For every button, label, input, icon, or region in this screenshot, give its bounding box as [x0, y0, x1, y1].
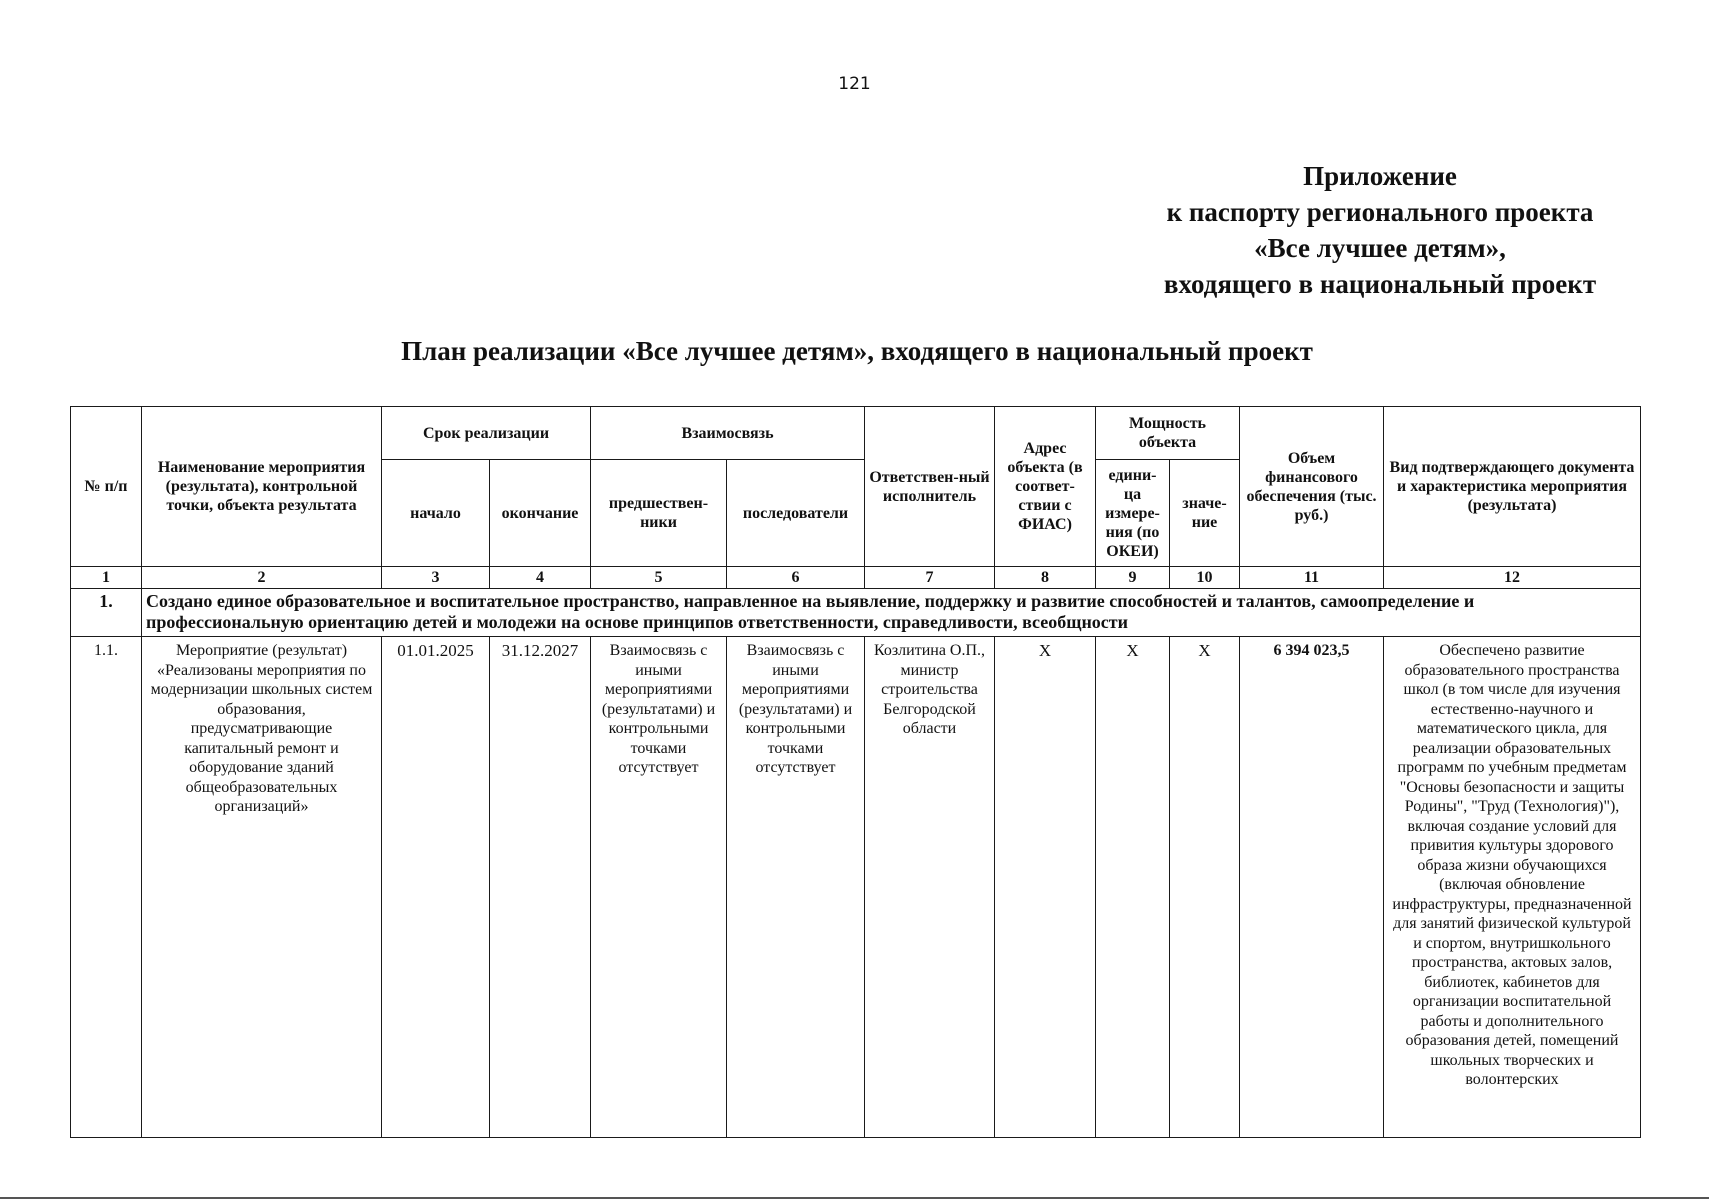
header-term: Срок реализации: [382, 407, 591, 460]
column-number: 8: [995, 567, 1096, 589]
row-unit: X: [1096, 637, 1170, 1138]
row-predecessors: Взаимосвязь с иными мероприятиями (результатами) и контрольными точками отсутствует: [591, 637, 727, 1138]
header-row-1: [71, 407, 1641, 460]
row-end-date: 31.12.2027: [490, 637, 591, 1138]
header-address: Адрес объекта (в соответ-ствии с ФИАС): [995, 407, 1096, 567]
header-capacity-value: значе-ние: [1170, 460, 1240, 567]
header-capacity-unit: едини-ца измере-ния (по ОКЕИ): [1096, 460, 1170, 567]
appendix-line-3: «Все лучшее детям»,: [1254, 233, 1506, 263]
row-start-date: 01.01.2025: [382, 637, 490, 1138]
appendix-line-2: к паспорту регионального проекта: [1166, 197, 1594, 227]
row-funding: 6 394 023,5: [1240, 637, 1384, 1138]
plan-table: [70, 406, 1641, 1138]
row-value: X: [1170, 637, 1240, 1138]
column-number: 11: [1240, 567, 1384, 589]
page-number: 121: [838, 74, 871, 94]
header-funding: Объем финансового обеспечения (тыс. руб.): [1240, 407, 1384, 567]
header-link-pred: предшествен-ники: [591, 460, 727, 567]
column-number: 2: [142, 567, 382, 589]
column-numbers-row: [71, 567, 1641, 589]
header-num: № п/п: [71, 407, 142, 567]
column-number: 7: [865, 567, 995, 589]
header-link: Взаимосвязь: [591, 407, 865, 460]
bottom-scan-edge: [0, 1197, 1709, 1199]
column-number: 12: [1384, 567, 1641, 589]
header-name: Наименование мероприятия (результата), контрольной точки, объекта результата: [142, 407, 382, 567]
column-number: 6: [727, 567, 865, 589]
appendix-line-4: входящего в национальный проект: [1163, 269, 1597, 299]
column-number: 5: [591, 567, 727, 589]
plan-title: План реализации «Все лучшее детям», входящего в национальный проект: [401, 336, 1313, 366]
header-link-succ: последователи: [727, 460, 865, 567]
section-row: [71, 589, 1641, 637]
header-capacity: Мощность объекта: [1096, 407, 1240, 460]
header-document: Вид подтверждающего документа и характеристика мероприятия (результата): [1384, 407, 1641, 567]
column-number: 3: [382, 567, 490, 589]
section-number: 1.: [71, 589, 142, 637]
row-successors: Взаимосвязь с иными мероприятиями (результатами) и контрольными точками отсутствует: [727, 637, 865, 1138]
row-responsible: Козлитина О.П., министр строительства Белгородской области: [865, 637, 995, 1138]
column-number: 4: [490, 567, 591, 589]
header-term-end: окончание: [490, 460, 591, 567]
row-name: Мероприятие (результат) «Реализованы мероприятия по модернизации школьных систем образования, предусматривающие капитальный ремонт и оборудование зданий общеобразовательных организаций»: [142, 637, 382, 1138]
appendix-line-1: Приложение: [1303, 161, 1457, 191]
row-address: X: [995, 637, 1096, 1138]
table-row: [71, 637, 1641, 1138]
row-number: 1.1.: [71, 637, 142, 1138]
header-term-start: начало: [382, 460, 490, 567]
section-text: Создано единое образовательное и воспитательное пространство, направленное на выявление, поддержку и развитие способностей и талантов, самоопределение и профессиональную ориентацию детей и молодежи на основе принципов ответственности, справедливости, всеобщности: [142, 589, 1641, 637]
row-document: Обеспечено развитие образовательного пространства школ (в том числе для изучения естественно-научного и математического цикла, для реализации образовательных программ по учебным предметам "Основы безопасности и защиты Родины", "Труд (Технология)"), включая создание условий для привития культуры здорового образа жизни обучающихся (включая обновление инфраструктуры, предназначенной для занятий физической культурой и спортом, внутришкольного пространства, актовых залов, библиотек, кабинетов для организации воспитательной работы и дополнительного образования детей, помещений школьных творческих и волонтерских: [1384, 637, 1641, 1138]
column-number: 9: [1096, 567, 1170, 589]
column-number: 1: [71, 567, 142, 589]
column-number: 10: [1170, 567, 1240, 589]
header-responsible: Ответствен-ный исполнитель: [865, 407, 995, 567]
appendix-block: [1100, 158, 1660, 302]
